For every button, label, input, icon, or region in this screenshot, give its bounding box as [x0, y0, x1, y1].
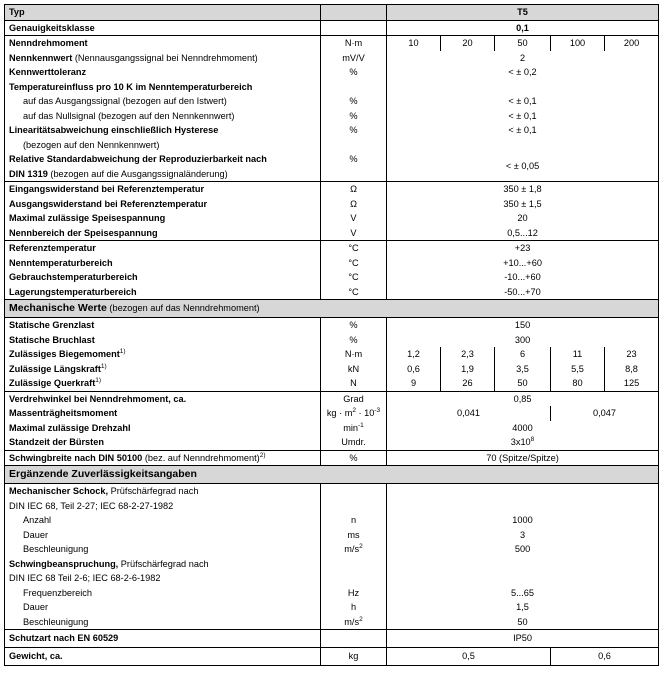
schock-sub-row	[5, 542, 659, 557]
unit-exp: -3	[374, 406, 381, 414]
nullsignal-row	[5, 109, 659, 124]
schwingbeanspruchung-row	[5, 557, 659, 572]
schwing-sub-value: 5...65	[387, 586, 659, 601]
block3-value: +23	[387, 241, 659, 256]
unit-base: m/s	[344, 544, 360, 554]
ausgangssignal-value: < ± 0,1	[387, 94, 659, 109]
genauigkeit-row	[5, 20, 659, 36]
grenzlast-label: Statische Grenzlast	[5, 318, 321, 333]
bruchlast-row	[5, 333, 659, 348]
block2-row	[5, 226, 659, 241]
buersten-label: Standzeit der Bürsten	[5, 435, 321, 450]
unit-exp: -1	[358, 421, 364, 429]
massentraegheit-value-right: 0,047	[551, 406, 659, 421]
block2-row	[5, 182, 659, 197]
gewicht-unit: kg	[321, 648, 387, 666]
nenndrehmoment-unit: N·m	[321, 36, 387, 51]
biegemoment-row	[5, 347, 659, 362]
spec-sheet	[4, 4, 658, 666]
schwingbreite-row	[5, 450, 659, 466]
relative-note: (bezogen auf die Ausgangssignaländerung)	[47, 168, 228, 179]
massentraegheit-unit	[321, 406, 387, 421]
unit-mid: · 10	[355, 408, 375, 418]
querkraft-footnote: 1)	[95, 376, 102, 384]
mech-section-subtitle: (bezogen auf das Nenndrehmoment)	[106, 303, 260, 313]
block2-unit: Ω	[321, 182, 387, 197]
nennkennwert-note: (Nennausgangssignal bei Nenndrehmoment)	[72, 52, 258, 63]
nennkennwert-row	[5, 51, 659, 66]
linearitaet-value: < ± 0,1	[387, 123, 659, 138]
schwingbreite-note: (bez. auf Nenndrehmoment)	[142, 452, 260, 463]
gewicht-label: Gewicht, ca.	[5, 648, 321, 666]
gewicht-row	[5, 648, 659, 666]
nennkennwert-label: Nennkennwert	[9, 52, 73, 63]
block3-label: Lagerungstemperaturbereich	[5, 285, 321, 300]
laengskraft-footnote: 1)	[100, 362, 107, 370]
block2-unit: Ω	[321, 197, 387, 212]
gewicht-value-left: 0,5	[387, 648, 551, 666]
block3-row	[5, 285, 659, 300]
nenndrehmoment-value: 20	[441, 36, 495, 51]
schock-sub-unit: n	[321, 513, 387, 528]
linearitaet-sub-row	[5, 138, 659, 153]
schock-sub-label: Dauer	[5, 528, 321, 543]
relative-row	[5, 152, 659, 182]
schutzart-value: IP50	[387, 630, 659, 648]
nennkennwert-unit: mV/V	[321, 51, 387, 66]
schwingbeanspruchung-norm-row	[5, 571, 659, 586]
schwingbreite-label: Schwingbreite nach DIN 50100	[9, 452, 143, 463]
kennwerttoleranz-value: < ± 0,2	[387, 65, 659, 80]
verdrehwinkel-value: 0,85	[387, 391, 659, 406]
relative-label: Relative Standardabweichung der Reproduzierbarkeit nach	[9, 154, 267, 164]
laengskraft-value: 3,5	[495, 362, 551, 377]
querkraft-row	[5, 376, 659, 391]
genauigkeit-label: Genauigkeitsklasse	[5, 20, 321, 36]
value-exp: 8	[530, 435, 535, 443]
spec-table	[4, 4, 659, 666]
schock-sub-value: 1000	[387, 513, 659, 528]
nennkennwert-value: 2	[387, 51, 659, 66]
block2-label: Eingangswiderstand bei Referenztemperatur	[5, 182, 321, 197]
schock-sub-row	[5, 528, 659, 543]
querkraft-value: 9	[387, 376, 441, 391]
schock-sub-value: 3	[387, 528, 659, 543]
biegemoment-label: Zulässiges Biegemoment	[9, 349, 120, 359]
schwingbreite-value: 70 (Spitze/Spitze)	[387, 450, 659, 466]
drehzahl-row	[5, 421, 659, 436]
typ-label: Typ	[5, 5, 321, 21]
block2-label: Maximal zulässige Speisespannung	[5, 211, 321, 226]
schwing-sub-unit: Hz	[321, 586, 387, 601]
nullsignal-unit: %	[321, 109, 387, 124]
nenndrehmoment-value: 50	[495, 36, 551, 51]
biegemoment-value: 11	[551, 347, 605, 362]
schock-sub-value: 500	[387, 542, 659, 557]
laengskraft-value: 8,8	[605, 362, 659, 377]
nullsignal-value: < ± 0,1	[387, 109, 659, 124]
laengskraft-label: Zulässige Längskraft	[9, 363, 101, 374]
mech-section-row	[5, 300, 659, 318]
laengskraft-value: 1,9	[441, 362, 495, 377]
verdrehwinkel-row	[5, 391, 659, 406]
header-row	[5, 5, 659, 21]
nenndrehmoment-value: 100	[551, 36, 605, 51]
relative-norm: DIN 1319	[9, 168, 48, 179]
drehzahl-value: 4000	[387, 421, 659, 436]
buersten-row	[5, 435, 659, 450]
block3-label: Referenztemperatur	[5, 241, 321, 256]
schwing-sub-unit: h	[321, 600, 387, 615]
kennwerttoleranz-unit: %	[321, 65, 387, 80]
linearitaet-unit: %	[321, 123, 387, 138]
block3-value: -50...+70	[387, 285, 659, 300]
nullsignal-label: auf das Nullsignal (bezogen auf den Nennkennwert)	[5, 109, 321, 124]
bruchlast-unit: %	[321, 333, 387, 348]
block3-unit: °C	[321, 270, 387, 285]
ausgangssignal-row	[5, 94, 659, 109]
erg-section-row	[5, 466, 659, 484]
schock-norm-row	[5, 499, 659, 514]
biegemoment-footnote: 1)	[119, 347, 126, 355]
massentraegheit-label: Massenträgheitsmoment	[5, 406, 321, 421]
unit-base: kg · m	[326, 408, 353, 418]
querkraft-value: 26	[441, 376, 495, 391]
massentraegheit-row	[5, 406, 659, 421]
schock-label: Mechanischer Schock,	[9, 486, 109, 496]
querkraft-unit: N	[321, 376, 387, 391]
value-base: 3x10	[510, 437, 531, 447]
gewicht-value-right: 0,6	[551, 648, 659, 666]
unit-exp: 2	[359, 542, 363, 550]
biegemoment-value: 6	[495, 347, 551, 362]
grenzlast-value: 150	[387, 318, 659, 333]
ausgangssignal-unit: %	[321, 94, 387, 109]
schock-sub-label: Anzahl	[5, 513, 321, 528]
kennwerttoleranz-row	[5, 65, 659, 80]
schock-sub-label: Beschleunigung	[5, 542, 321, 557]
schwing-sub-label: Beschleunigung	[5, 615, 321, 630]
linearitaet-sub-label: (bezogen auf den Nennkennwert)	[5, 138, 321, 153]
grenzlast-row	[5, 318, 659, 333]
block2-label: Ausgangswiderstand bei Referenztemperatur	[5, 197, 321, 212]
schock-sub-unit: ms	[321, 528, 387, 543]
block3-value: +10...+60	[387, 256, 659, 271]
bruchlast-value: 300	[387, 333, 659, 348]
schock-row	[5, 484, 659, 499]
schwingbeanspruchung-label: Schwingbeanspruchung,	[9, 558, 119, 569]
schwing-sub-row	[5, 615, 659, 630]
unit-exp: 2	[352, 406, 356, 414]
biegemoment-value: 23	[605, 347, 659, 362]
schwingbeanspruchung-note: Prüfschärfegrad nach	[118, 558, 209, 569]
schwing-sub-label: Dauer	[5, 600, 321, 615]
schock-note: Prüfschärfegrad nach	[108, 486, 199, 496]
block3-row	[5, 256, 659, 271]
schwing-sub-value: 50	[387, 615, 659, 630]
block3-value: -10...+60	[387, 270, 659, 285]
relative-unit: %	[321, 152, 387, 182]
buersten-value	[387, 435, 659, 450]
nenndrehmoment-value: 200	[605, 36, 659, 51]
nenndrehmoment-label: Nenndrehmoment	[5, 36, 321, 51]
unit-base: m/s	[344, 616, 360, 627]
kennwerttoleranz-label: Kennwerttoleranz	[5, 65, 321, 80]
drehzahl-unit	[321, 421, 387, 436]
relative-value: < ± 0,05	[387, 152, 659, 182]
verdrehwinkel-label: Verdrehwinkel bei Nenndrehmoment, ca.	[5, 391, 321, 406]
unit-base: min	[343, 422, 359, 433]
schwing-sub-row	[5, 600, 659, 615]
bruchlast-label: Statische Bruchlast	[5, 333, 321, 348]
schwing-sub-unit	[321, 615, 387, 630]
querkraft-label: Zulässige Querkraft	[9, 378, 96, 388]
block2-value: 20	[387, 211, 659, 226]
verdrehwinkel-unit: Grad	[321, 391, 387, 406]
querkraft-value: 50	[495, 376, 551, 391]
nenndrehmoment-value: 10	[387, 36, 441, 51]
block2-unit: V	[321, 211, 387, 226]
laengskraft-row	[5, 362, 659, 377]
schwing-sub-value: 1,5	[387, 600, 659, 615]
drehzahl-label: Maximal zulässige Drehzahl	[5, 421, 321, 436]
block3-row	[5, 270, 659, 285]
genauigkeit-value: 0,1	[387, 20, 659, 36]
block3-label: Gebrauchstemperaturbereich	[5, 270, 321, 285]
block2-row	[5, 211, 659, 226]
block2-value: 350 ± 1,8	[387, 182, 659, 197]
mech-section-title: Mechanische Werte	[9, 302, 107, 314]
block3-unit: °C	[321, 256, 387, 271]
erg-section-title: Ergänzende Zuverlässigkeitsangaben	[9, 468, 197, 480]
schwing-sub-label: Frequenzbereich	[5, 586, 321, 601]
block2-unit: V	[321, 226, 387, 241]
biegemoment-value: 1,2	[387, 347, 441, 362]
linearitaet-row	[5, 123, 659, 138]
schock-norm: DIN IEC 68, Teil 2-27; IEC 68-2-27-1982	[5, 499, 321, 514]
schwingbreite-unit: %	[321, 450, 387, 466]
schwing-sub-row	[5, 586, 659, 601]
biegemoment-value: 2,3	[441, 347, 495, 362]
block2-value: 350 ± 1,5	[387, 197, 659, 212]
laengskraft-unit: kN	[321, 362, 387, 377]
typ-value: T5	[387, 5, 659, 21]
querkraft-value: 125	[605, 376, 659, 391]
unit-exp: 2	[359, 615, 363, 623]
linearitaet-label: Linearitätsabweichung einschließlich Hysterese	[5, 123, 321, 138]
temp-einfluss-label: Temperatureinfluss pro 10 K im Nenntemperaturbereich	[5, 80, 321, 95]
querkraft-value: 80	[551, 376, 605, 391]
block2-row	[5, 197, 659, 212]
block3-row	[5, 241, 659, 256]
laengskraft-value: 5,5	[551, 362, 605, 377]
schwingbreite-footnote: 2)	[259, 451, 266, 459]
temp-einfluss-row	[5, 80, 659, 95]
block2-label: Nennbereich der Speisespannung	[5, 226, 321, 241]
block3-label: Nenntemperaturbereich	[5, 256, 321, 271]
massentraegheit-value-left: 0,041	[387, 406, 551, 421]
ausgangssignal-label: auf das Ausgangssignal (bezogen auf den Istwert)	[5, 94, 321, 109]
schock-sub-row	[5, 513, 659, 528]
block2-value: 0,5...12	[387, 226, 659, 241]
schutzart-row	[5, 630, 659, 648]
block3-unit: °C	[321, 241, 387, 256]
schock-sub-unit	[321, 542, 387, 557]
schwingbeanspruchung-norm: DIN IEC 68 Teil 2-6; IEC 68-2-6-1982	[5, 571, 321, 586]
buersten-unit: Umdr.	[321, 435, 387, 450]
laengskraft-value: 0,6	[387, 362, 441, 377]
nenndrehmoment-row	[5, 36, 659, 51]
biegemoment-unit: N·m	[321, 347, 387, 362]
block3-unit: °C	[321, 285, 387, 300]
grenzlast-unit: %	[321, 318, 387, 333]
schutzart-label: Schutzart nach EN 60529	[5, 630, 321, 648]
